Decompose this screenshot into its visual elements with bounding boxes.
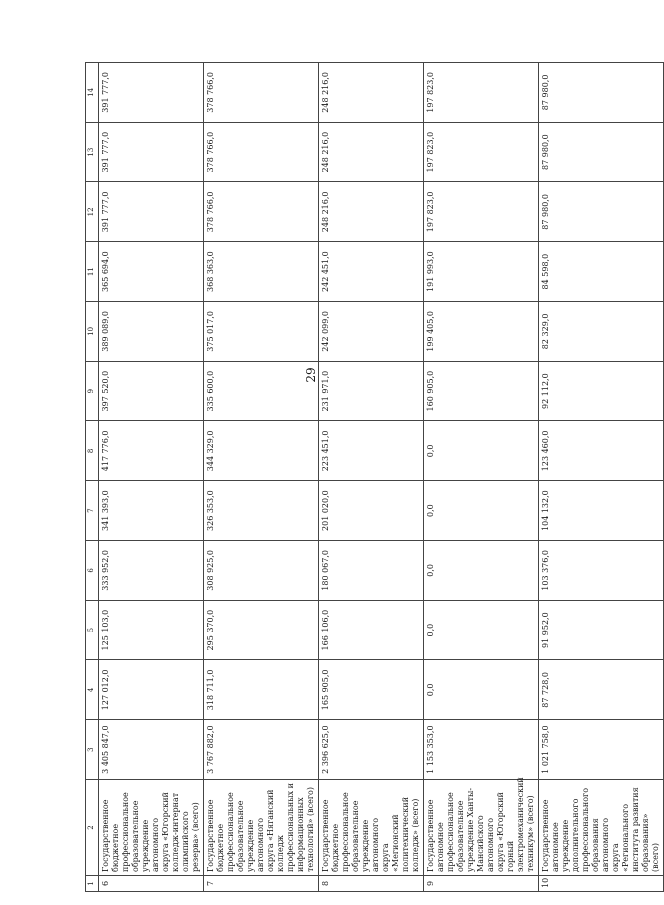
value-cell: 391 777,0 — [99, 122, 204, 182]
value-cell: 91 952,0 — [539, 600, 664, 660]
value-cell: 0,0 — [424, 600, 539, 660]
row-index: 9 — [424, 876, 539, 892]
value-cell: 201 020,0 — [319, 481, 424, 541]
value-cell: 127 012,0 — [99, 660, 204, 720]
value-cell: 180 067,0 — [319, 541, 424, 601]
value-cell: 3 767 882,0 — [204, 720, 319, 780]
value-cell: 160 905,0 — [424, 361, 539, 421]
value-cell: 3 405 847,0 — [99, 720, 204, 780]
row-index: 8 — [319, 876, 424, 892]
value-cell: 378 766,0 — [204, 122, 319, 182]
value-cell: 123 460,0 — [539, 421, 664, 481]
financing-table-container — [85, 62, 660, 892]
header-row — [86, 63, 99, 892]
value-cell: 295 370,0 — [204, 600, 319, 660]
value-cell: 318 711,0 — [204, 660, 319, 720]
value-cell: 103 376,0 — [539, 541, 664, 601]
value-cell: 84 598,0 — [539, 242, 664, 302]
value-cell: 391 777,0 — [99, 63, 204, 123]
row-index: 6 — [99, 876, 204, 892]
value-cell: 0,0 — [424, 660, 539, 720]
header-cell: 10 — [86, 302, 99, 362]
value-cell: 87 728,0 — [539, 660, 664, 720]
value-cell: 165 905,0 — [319, 660, 424, 720]
institution-name: Государственное бюджетное профессиональное образовательное учреждение автономного округа «Мегионский политехнический колледж» (всего) — [319, 780, 424, 876]
value-cell: 223 451,0 — [319, 421, 424, 481]
row-index: 7 — [204, 876, 319, 892]
value-cell: 199 405,0 — [424, 302, 539, 362]
value-cell: 197 823,0 — [424, 122, 539, 182]
value-cell: 166 106,0 — [319, 600, 424, 660]
value-cell: 248 216,0 — [319, 122, 424, 182]
value-cell: 1 021 758,0 — [539, 720, 664, 780]
institution-name: Государственное автономное профессиональное образовательное учреждение Ханты- Мансийского автономного округа «Югорский горный электромеханический техникум» (всего) — [424, 780, 539, 876]
header-cell: 7 — [86, 481, 99, 541]
value-cell: 242 451,0 — [319, 242, 424, 302]
value-cell: 0,0 — [424, 481, 539, 541]
value-cell: 92 112,0 — [539, 361, 664, 421]
value-cell: 197 823,0 — [424, 63, 539, 123]
value-cell: 397 520,0 — [99, 361, 204, 421]
value-cell: 391 777,0 — [99, 182, 204, 242]
value-cell: 231 971,0 — [319, 361, 424, 421]
institution-name: Государственное автономное учреждение дополнительного профессионального образования автономного округа «Регионального института развития образования» (всего) — [539, 780, 664, 876]
table-row — [539, 63, 664, 892]
value-cell: 0,0 — [424, 541, 539, 601]
value-cell: 417 776,0 — [99, 421, 204, 481]
value-cell: 375 017,0 — [204, 302, 319, 362]
value-cell: 0,0 — [424, 421, 539, 481]
value-cell: 344 329,0 — [204, 421, 319, 481]
value-cell: 248 216,0 — [319, 182, 424, 242]
header-cell: 11 — [86, 242, 99, 302]
value-cell: 378 766,0 — [204, 63, 319, 123]
institution-name: Государственное бюджетное профессиональное образовательное учреждение автономного округа «Югорский колледж-интернат олимпийского резерва» (всего) — [99, 780, 204, 876]
value-cell: 87 980,0 — [539, 182, 664, 242]
value-cell: 326 353,0 — [204, 481, 319, 541]
value-cell: 2 396 625,0 — [319, 720, 424, 780]
header-cell: 1 — [86, 876, 99, 892]
value-cell: 341 393,0 — [99, 481, 204, 541]
table-row — [319, 63, 424, 892]
header-cell: 6 — [86, 541, 99, 601]
value-cell: 389 089,0 — [99, 302, 204, 362]
value-cell: 87 980,0 — [539, 63, 664, 123]
value-cell: 242 099,0 — [319, 302, 424, 362]
value-cell: 308 925,0 — [204, 541, 319, 601]
header-cell: 13 — [86, 122, 99, 182]
institution-name: Государственное бюджетное профессиональное образовательное учреждение автономного округа «Няганский колледж профессиональных и информационных технологий» (всего) — [204, 780, 319, 876]
value-cell: 378 766,0 — [204, 182, 319, 242]
table-row — [424, 63, 539, 892]
value-cell: 191 993,0 — [424, 242, 539, 302]
header-cell: 2 — [86, 780, 99, 876]
financing-table — [85, 62, 664, 892]
header-cell: 9 — [86, 361, 99, 421]
value-cell: 365 694,0 — [99, 242, 204, 302]
table-row — [204, 63, 319, 892]
value-cell: 82 329,0 — [539, 302, 664, 362]
header-cell: 8 — [86, 421, 99, 481]
value-cell: 87 980,0 — [539, 122, 664, 182]
page-number: 29 — [304, 367, 318, 383]
value-cell: 125 103,0 — [99, 600, 204, 660]
value-cell: 333 952,0 — [99, 541, 204, 601]
header-cell: 12 — [86, 182, 99, 242]
value-cell: 248 216,0 — [319, 63, 424, 123]
header-cell: 3 — [86, 720, 99, 780]
value-cell: 104 132,0 — [539, 481, 664, 541]
table-row — [99, 63, 204, 892]
header-cell: 5 — [86, 600, 99, 660]
value-cell: 197 823,0 — [424, 182, 539, 242]
value-cell: 335 600,0 — [204, 361, 319, 421]
value-cell: 1 153 353,0 — [424, 720, 539, 780]
value-cell: 368 363,0 — [204, 242, 319, 302]
row-index: 10 — [539, 876, 664, 892]
header-cell: 14 — [86, 63, 99, 123]
header-cell: 4 — [86, 660, 99, 720]
